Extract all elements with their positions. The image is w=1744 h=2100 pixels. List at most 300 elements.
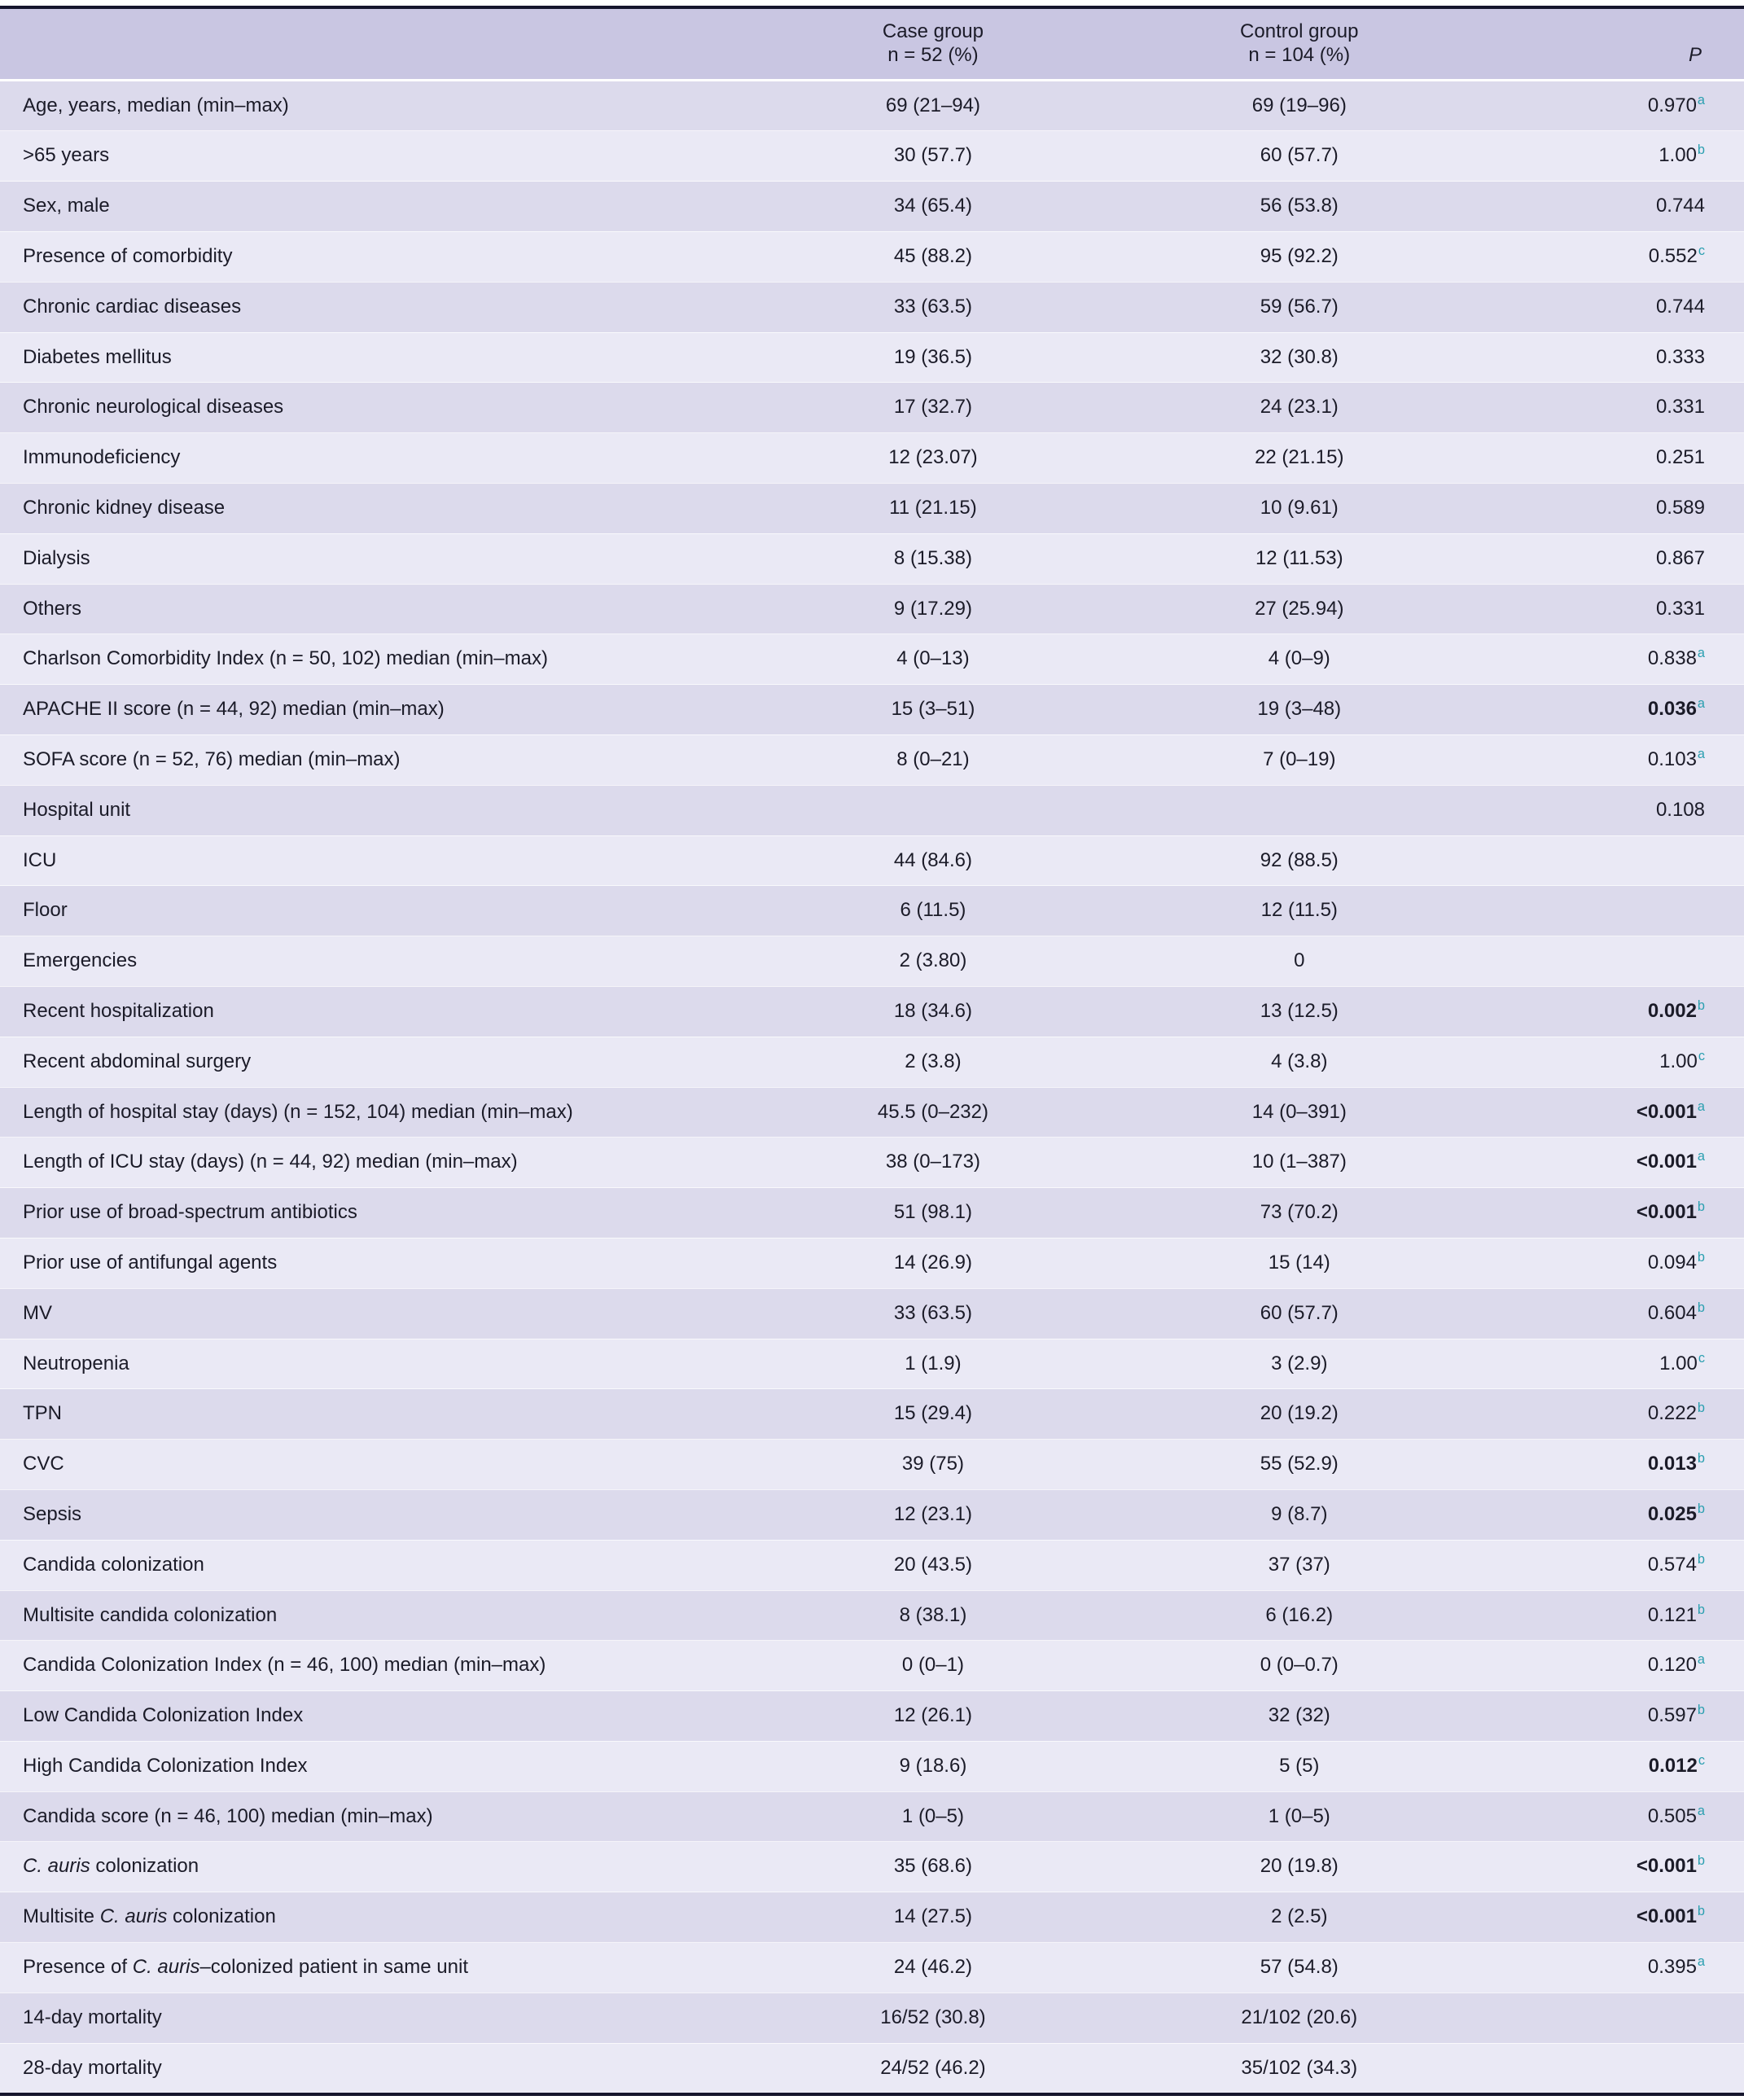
footnote-marker: a <box>1697 1652 1705 1668</box>
footnote-marker: c <box>1698 1350 1705 1366</box>
control-value: 21/102 (20.6) <box>1116 1993 1483 2043</box>
p-value <box>1483 1691 1744 1742</box>
case-value: 2 (3.8) <box>750 1037 1116 1087</box>
control-value: 57 (54.8) <box>1116 1943 1483 1993</box>
p-value <box>1483 282 1744 332</box>
row-label-segment: 28-day mortality <box>23 2056 162 2079</box>
row-label-segment: colonization <box>90 1855 199 1878</box>
table-row <box>0 634 1744 685</box>
case-value: 12 (26.1) <box>750 1691 1116 1742</box>
control-value: 95 (92.2) <box>1116 231 1483 282</box>
p-value <box>1483 1188 1744 1239</box>
p-value <box>1483 1943 1744 1993</box>
row-label <box>0 1288 750 1339</box>
row-label <box>0 231 750 282</box>
footnote-marker: a <box>1697 746 1705 761</box>
footnote-marker: b <box>1697 142 1705 158</box>
case-value: 24 (46.2) <box>750 1943 1116 1993</box>
footnote-marker: b <box>1697 1501 1705 1516</box>
p-value <box>1483 936 1744 987</box>
row-label-italic-segment: C. auris <box>132 1956 200 1979</box>
case-value: 8 (0–21) <box>750 734 1116 785</box>
p-value <box>1483 685 1744 735</box>
table-row <box>0 383 1744 433</box>
p-value-text: 0.108 <box>1655 798 1705 821</box>
case-control-table <box>0 6 1744 2096</box>
control-value: 12 (11.5) <box>1116 886 1483 936</box>
row-label <box>0 182 750 232</box>
row-label <box>0 1037 750 1087</box>
footnote-marker: b <box>1697 1904 1705 1919</box>
case-value: 12 (23.07) <box>750 433 1116 484</box>
p-value <box>1483 533 1744 584</box>
control-value: 2 (2.5) <box>1116 1892 1483 1943</box>
p-value <box>1483 383 1744 433</box>
row-label <box>0 1842 750 1892</box>
p-value <box>1483 1489 1744 1540</box>
row-label-segment: Diabetes mellitus <box>23 345 172 368</box>
case-value: 6 (11.5) <box>750 886 1116 936</box>
p-value-text: 0.744 <box>1655 295 1705 318</box>
case-value: 8 (38.1) <box>750 1590 1116 1641</box>
table-row <box>0 986 1744 1037</box>
footnote-marker: b <box>1697 1853 1705 1869</box>
table-row <box>0 1238 1744 1288</box>
table-body <box>0 80 1744 2094</box>
row-label-segment: Candida Colonization Index (n = 46, 100) median (min–max) <box>23 1654 546 1677</box>
footnote-marker: b <box>1697 1602 1705 1617</box>
control-value: 20 (19.2) <box>1116 1389 1483 1440</box>
case-value: 14 (27.5) <box>750 1892 1116 1943</box>
case-value: 14 (26.9) <box>750 1238 1116 1288</box>
table-row <box>0 1339 1744 1389</box>
row-label-segment: Others <box>23 597 82 620</box>
p-value-text: 0.970 <box>1647 94 1697 116</box>
p-value <box>1483 1993 1744 2043</box>
p-value <box>1483 734 1744 785</box>
p-value-text: 0.094 <box>1647 1251 1697 1274</box>
footnote-marker: b <box>1697 1249 1705 1265</box>
case-value: 0 (0–1) <box>750 1641 1116 1691</box>
row-label-segment: CVC <box>23 1453 64 1475</box>
p-value <box>1483 1037 1744 1087</box>
p-value-text: 0.838 <box>1647 647 1697 670</box>
p-value <box>1483 1440 1744 1490</box>
footnote-marker: b <box>1697 1703 1705 1718</box>
p-value-text: 1.00 <box>1659 1050 1698 1072</box>
p-value <box>1483 1138 1744 1188</box>
table-row <box>0 1188 1744 1239</box>
row-label <box>0 1993 750 2043</box>
table-row <box>0 584 1744 634</box>
row-label <box>0 383 750 433</box>
row-label <box>0 584 750 634</box>
control-value: 56 (53.8) <box>1116 182 1483 232</box>
footnote-marker: c <box>1698 1752 1705 1768</box>
row-label <box>0 433 750 484</box>
p-value <box>1483 1590 1744 1641</box>
row-label-segment: Recent abdominal surgery <box>23 1050 252 1072</box>
table-row <box>0 1590 1744 1641</box>
p-value <box>1483 2043 1744 2094</box>
row-label-segment: Chronic neurological diseases <box>23 396 284 419</box>
control-value <box>1116 785 1483 835</box>
p-value-text: 0.395 <box>1647 1956 1697 1979</box>
table-row <box>0 182 1744 232</box>
row-label <box>0 533 750 584</box>
case-value: 39 (75) <box>750 1440 1116 1490</box>
table-row <box>0 1440 1744 1490</box>
row-label <box>0 886 750 936</box>
table-row <box>0 1691 1744 1742</box>
row-label <box>0 1540 750 1590</box>
control-value: 4 (3.8) <box>1116 1037 1483 1087</box>
header-control-group <box>1116 7 1483 80</box>
control-value: 0 <box>1116 936 1483 987</box>
row-label <box>0 483 750 533</box>
footnote-marker: b <box>1697 1401 1705 1416</box>
control-value: 24 (23.1) <box>1116 383 1483 433</box>
table-row <box>0 835 1744 886</box>
header-case-line2: n = 52 (%) <box>887 43 979 66</box>
row-label-segment: Presence of comorbidity <box>23 244 233 267</box>
case-value: 19 (36.5) <box>750 332 1116 383</box>
row-label-segment: Length of hospital stay (days) (n = 152, 104) median (min–max) <box>23 1100 573 1123</box>
table-row <box>0 131 1744 182</box>
row-label <box>0 1238 750 1288</box>
footnote-marker: a <box>1697 1149 1705 1164</box>
table-header <box>0 7 1744 80</box>
case-value: 38 (0–173) <box>750 1138 1116 1188</box>
control-value: 60 (57.7) <box>1116 131 1483 182</box>
case-value: 45 (88.2) <box>750 231 1116 282</box>
row-label-segment: Prior use of broad-spectrum antibiotics <box>23 1201 357 1224</box>
table-row <box>0 1288 1744 1339</box>
case-value: 51 (98.1) <box>750 1188 1116 1239</box>
row-label <box>0 734 750 785</box>
table-row <box>0 734 1744 785</box>
table-row <box>0 1641 1744 1691</box>
footnote-marker: a <box>1697 1954 1705 1970</box>
row-label <box>0 1339 750 1389</box>
case-value: 34 (65.4) <box>750 182 1116 232</box>
row-label-segment: SOFA score (n = 52, 76) median (min–max) <box>23 747 401 770</box>
p-value <box>1483 1641 1744 1691</box>
row-label <box>0 1691 750 1742</box>
control-value: 27 (25.94) <box>1116 584 1483 634</box>
footnote-marker: b <box>1697 1551 1705 1567</box>
p-value <box>1483 483 1744 533</box>
p-value-text: <0.001 <box>1636 1201 1697 1224</box>
case-value: 16/52 (30.8) <box>750 1993 1116 2043</box>
p-value-text: 0.251 <box>1655 446 1705 469</box>
header-case-line1: Case group <box>882 20 984 42</box>
header-p-value <box>1483 7 1744 80</box>
case-value: 44 (84.6) <box>750 835 1116 886</box>
control-value: 20 (19.8) <box>1116 1842 1483 1892</box>
footnote-marker: b <box>1697 1451 1705 1466</box>
header-control-line2: n = 104 (%) <box>1248 43 1351 66</box>
table-row <box>0 1037 1744 1087</box>
control-value: 55 (52.9) <box>1116 1440 1483 1490</box>
p-value-text: 0.013 <box>1647 1453 1697 1475</box>
row-label <box>0 332 750 383</box>
control-value: 69 (19–96) <box>1116 80 1483 131</box>
row-label <box>0 1791 750 1842</box>
table-row <box>0 1489 1744 1540</box>
table-row <box>0 332 1744 383</box>
row-label-segment: Low Candida Colonization Index <box>23 1704 304 1727</box>
table-row <box>0 1892 1744 1943</box>
row-label <box>0 835 750 886</box>
row-label-segment: –colonized patient in same unit <box>199 1956 468 1979</box>
p-value <box>1483 1339 1744 1389</box>
row-label <box>0 1943 750 1993</box>
footnote-marker: b <box>1697 1199 1705 1215</box>
p-value <box>1483 1741 1744 1791</box>
control-value: 37 (37) <box>1116 1540 1483 1590</box>
row-label <box>0 1641 750 1691</box>
row-label-segment: Chronic kidney disease <box>23 496 226 519</box>
p-value <box>1483 1540 1744 1590</box>
header-empty <box>0 7 750 80</box>
case-value <box>750 785 1116 835</box>
row-label-segment: 14-day mortality <box>23 2006 162 2028</box>
control-value: 7 (0–19) <box>1116 734 1483 785</box>
row-label-segment: Immunodeficiency <box>23 446 181 469</box>
p-value-text: <0.001 <box>1636 1100 1697 1123</box>
table-row <box>0 80 1744 131</box>
control-value: 10 (9.61) <box>1116 483 1483 533</box>
row-label-segment: Neutropenia <box>23 1352 129 1374</box>
p-value-text: 0.222 <box>1647 1402 1697 1425</box>
p-value <box>1483 332 1744 383</box>
p-value <box>1483 584 1744 634</box>
p-value-text: 0.604 <box>1647 1301 1697 1324</box>
row-label-segment: Multisite <box>23 1905 100 1928</box>
row-label-segment: TPN <box>23 1402 62 1425</box>
table-row <box>0 231 1744 282</box>
row-label <box>0 2043 750 2094</box>
table-row <box>0 1842 1744 1892</box>
control-value: 5 (5) <box>1116 1741 1483 1791</box>
p-header-label: P <box>1688 43 1702 66</box>
table-row <box>0 483 1744 533</box>
p-value <box>1483 1288 1744 1339</box>
table-row <box>0 785 1744 835</box>
row-label-segment: High Candida Colonization Index <box>23 1754 308 1777</box>
case-value: 1 (1.9) <box>750 1339 1116 1389</box>
p-value-text: 0.331 <box>1655 396 1705 419</box>
p-value-text: <0.001 <box>1636 1855 1697 1878</box>
case-value: 33 (63.5) <box>750 282 1116 332</box>
row-label-segment: Candida score (n = 46, 100) median (min–max) <box>23 1804 433 1827</box>
table-row <box>0 685 1744 735</box>
row-label-segment: Prior use of antifungal agents <box>23 1251 278 1274</box>
p-value-text: 0.036 <box>1647 698 1697 721</box>
p-value-text: 0.867 <box>1655 546 1705 569</box>
row-label <box>0 1741 750 1791</box>
case-value: 9 (17.29) <box>750 584 1116 634</box>
row-label-segment: Hospital unit <box>23 798 131 821</box>
row-label <box>0 1138 750 1188</box>
row-label <box>0 936 750 987</box>
p-value <box>1483 80 1744 131</box>
case-value: 12 (23.1) <box>750 1489 1116 1540</box>
case-value: 20 (43.5) <box>750 1540 1116 1590</box>
p-value <box>1483 231 1744 282</box>
p-value <box>1483 182 1744 232</box>
case-value: 9 (18.6) <box>750 1741 1116 1791</box>
row-label-segment: Dialysis <box>23 546 90 569</box>
control-value: 19 (3–48) <box>1116 685 1483 735</box>
row-label-segment: Length of ICU stay (days) (n = 44, 92) median (min–max) <box>23 1151 518 1173</box>
p-value-text: 0.002 <box>1647 999 1697 1022</box>
footnote-marker: a <box>1697 646 1705 661</box>
header-control-line1: Control group <box>1240 20 1359 42</box>
footnote-marker: a <box>1697 1803 1705 1818</box>
row-label-segment: Emergencies <box>23 949 138 972</box>
p-value-text: 0.121 <box>1647 1603 1697 1626</box>
case-value: 11 (21.15) <box>750 483 1116 533</box>
row-label <box>0 685 750 735</box>
footnote-marker: a <box>1697 696 1705 712</box>
case-value: 69 (21–94) <box>750 80 1116 131</box>
p-value-text: 1.00 <box>1659 1352 1698 1374</box>
case-value: 33 (63.5) <box>750 1288 1116 1339</box>
control-value: 12 (11.53) <box>1116 533 1483 584</box>
row-label <box>0 634 750 685</box>
p-value <box>1483 986 1744 1037</box>
control-value: 73 (70.2) <box>1116 1188 1483 1239</box>
table-row <box>0 1540 1744 1590</box>
footnote-marker: a <box>1697 92 1705 107</box>
p-value-text: 0.120 <box>1647 1654 1697 1677</box>
row-label <box>0 1389 750 1440</box>
table-row <box>0 533 1744 584</box>
p-value <box>1483 1238 1744 1288</box>
p-value-text: 0.012 <box>1648 1754 1698 1777</box>
case-value: 35 (68.6) <box>750 1842 1116 1892</box>
control-value: 35/102 (34.3) <box>1116 2043 1483 2094</box>
control-value: 3 (2.9) <box>1116 1339 1483 1389</box>
control-value: 32 (32) <box>1116 1691 1483 1742</box>
p-value-text: 1.00 <box>1659 144 1697 167</box>
row-label <box>0 80 750 131</box>
case-value: 17 (32.7) <box>750 383 1116 433</box>
p-value <box>1483 886 1744 936</box>
control-value: 22 (21.15) <box>1116 433 1483 484</box>
case-value: 15 (3–51) <box>750 685 1116 735</box>
table-row <box>0 936 1744 987</box>
row-label-segment: Presence of <box>23 1956 133 1979</box>
header-case-group <box>750 7 1116 80</box>
p-value <box>1483 634 1744 685</box>
case-value: 24/52 (46.2) <box>750 2043 1116 2094</box>
control-value: 10 (1–387) <box>1116 1138 1483 1188</box>
p-value-text: 0.574 <box>1647 1553 1697 1576</box>
table-row <box>0 1993 1744 2043</box>
p-value-text: 0.331 <box>1655 597 1705 620</box>
row-label-segment: Floor <box>23 899 68 922</box>
row-label-italic-segment: C. auris <box>99 1905 168 1928</box>
control-value: 59 (56.7) <box>1116 282 1483 332</box>
row-label <box>0 986 750 1037</box>
row-label-segment: Chronic cardiac diseases <box>23 295 242 318</box>
p-value <box>1483 1087 1744 1138</box>
p-value-text: 0.744 <box>1655 195 1705 217</box>
row-label-segment: MV <box>23 1301 52 1324</box>
p-value <box>1483 835 1744 886</box>
p-value <box>1483 1842 1744 1892</box>
row-label <box>0 1489 750 1540</box>
footnote-marker: c <box>1698 243 1705 258</box>
case-value: 45.5 (0–232) <box>750 1087 1116 1138</box>
control-value: 92 (88.5) <box>1116 835 1483 886</box>
p-value-text: <0.001 <box>1636 1905 1697 1928</box>
table-row <box>0 1741 1744 1791</box>
table-row <box>0 1791 1744 1842</box>
p-value <box>1483 1389 1744 1440</box>
footnote-marker: c <box>1698 1048 1705 1063</box>
control-value: 4 (0–9) <box>1116 634 1483 685</box>
p-value <box>1483 131 1744 182</box>
case-value: 2 (3.80) <box>750 936 1116 987</box>
case-value: 8 (15.38) <box>750 533 1116 584</box>
p-value-text: 0.597 <box>1647 1704 1697 1727</box>
p-value-text: <0.001 <box>1636 1151 1697 1173</box>
row-label <box>0 1892 750 1943</box>
control-value: 0 (0–0.7) <box>1116 1641 1483 1691</box>
footnote-marker: b <box>1697 1300 1705 1315</box>
header-row <box>0 7 1744 80</box>
row-label-segment: Sepsis <box>23 1502 82 1525</box>
row-label-segment: Multisite candida colonization <box>23 1603 278 1626</box>
row-label-segment: Candida colonization <box>23 1553 204 1576</box>
table-row <box>0 1087 1744 1138</box>
table-row <box>0 2043 1744 2094</box>
row-label <box>0 131 750 182</box>
control-value: 15 (14) <box>1116 1238 1483 1288</box>
case-value: 1 (0–5) <box>750 1791 1116 1842</box>
row-label <box>0 1087 750 1138</box>
row-label-segment: Charlson Comorbidity Index (n = 50, 102) median (min–max) <box>23 647 548 670</box>
control-value: 32 (30.8) <box>1116 332 1483 383</box>
row-label <box>0 1188 750 1239</box>
table-row <box>0 282 1744 332</box>
p-value <box>1483 433 1744 484</box>
row-label-segment: >65 years <box>23 144 110 167</box>
row-label <box>0 785 750 835</box>
control-value: 6 (16.2) <box>1116 1590 1483 1641</box>
control-value: 13 (12.5) <box>1116 986 1483 1037</box>
case-value: 18 (34.6) <box>750 986 1116 1037</box>
table-row <box>0 1138 1744 1188</box>
control-value: 1 (0–5) <box>1116 1791 1483 1842</box>
table-row <box>0 1943 1744 1993</box>
row-label <box>0 1590 750 1641</box>
case-value: 30 (57.7) <box>750 131 1116 182</box>
row-label <box>0 282 750 332</box>
p-value <box>1483 785 1744 835</box>
table-row <box>0 433 1744 484</box>
table-row <box>0 886 1744 936</box>
p-value <box>1483 1791 1744 1842</box>
p-value-text: 0.333 <box>1655 345 1705 368</box>
control-value: 14 (0–391) <box>1116 1087 1483 1138</box>
row-label-segment: APACHE II score (n = 44, 92) median (min–max) <box>23 698 445 721</box>
row-label-segment: Sex, male <box>23 195 110 217</box>
